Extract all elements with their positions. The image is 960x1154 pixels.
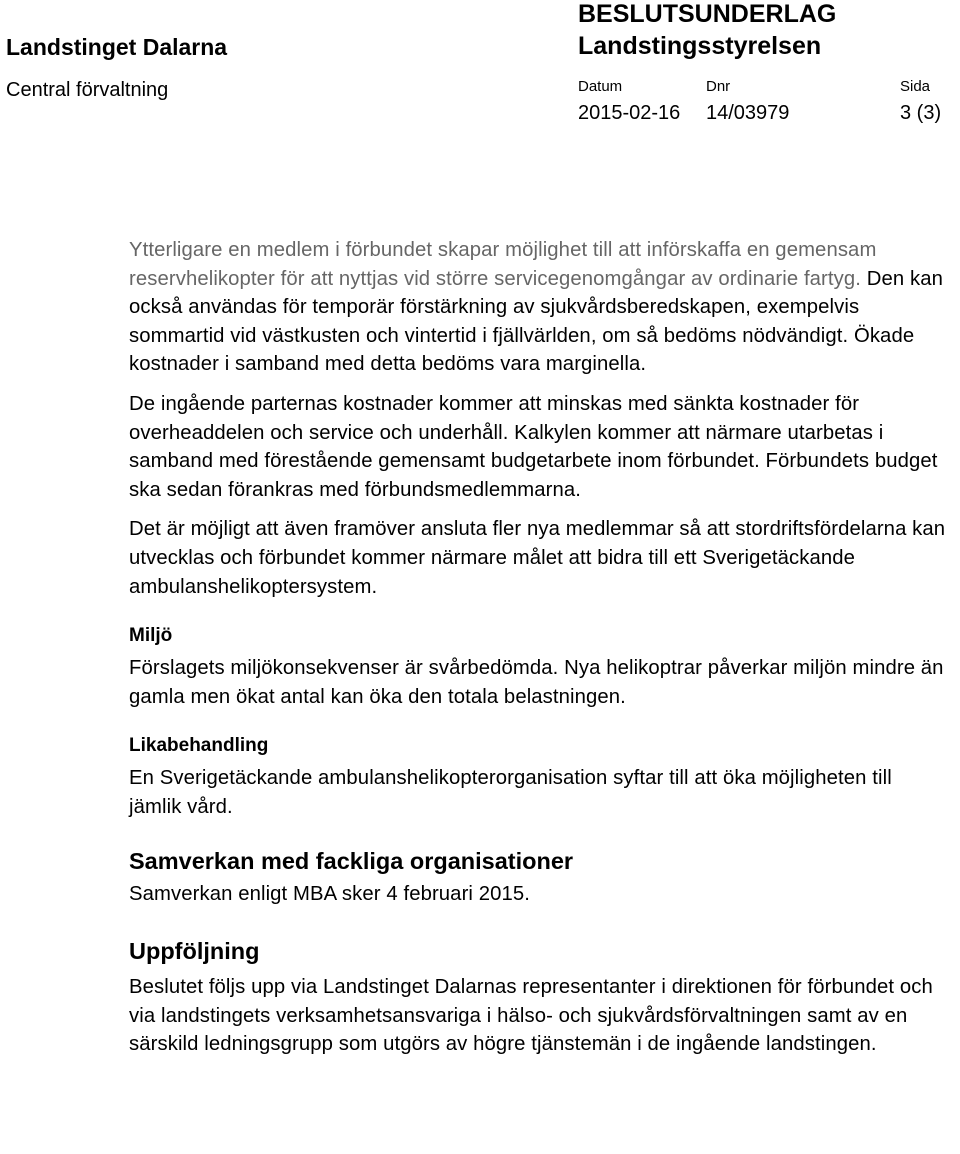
page-label: Sida [900,78,931,95]
heading-likabehandling: Likabehandling [129,735,269,757]
paragraph-reserve-helicopter-part1: Ytterligare en medlem i förbundet skapar möjlighet till att införskaffa en gemensam reservhelikopter för att nyttjas vid större servicegenomgångar av ordinarie fartyg. [129,239,877,290]
heading-samverkan: Samverkan med fackliga organisationer [129,847,574,874]
paragraph-costs: De ingående parternas kostnader kommer att minskas med sänkta kostnader för overheaddelen och service och underhåll. Kalkylen kommer att närmare utarbetas i samband med förestående gemensamt budgetarbete inom förbundet. Förbundets budget ska sedan förankras med förbundsmedlemmarna. [129,392,938,501]
paragraph-uppfoljning: Beslutet följs upp via Landstinget Dalarnas representanter i direktionen för förbundet och via landstingets verksamhetsansvariga i hälso- och sjukvårdsförvaltningen samt av en särskild ledningsgrupp som utgörs av högre tjänstemän i de ingående landstingen. [129,976,933,1056]
paragraph-miljo: Förslagets miljökonsekvenser är svårbedömda. Nya helikoptrar påverkar miljön mindre än gamla men ökat antal kan öka den totala belastningen. [129,657,944,708]
date-label: Datum [578,78,623,95]
heading-uppfoljning: Uppföljning [129,938,260,965]
organization-name: Landstinget Dalarna [6,34,228,60]
paragraph-samverkan: Samverkan enligt MBA sker 4 februari 2015. [129,882,531,905]
date-value: 2015-02-16 [578,102,681,124]
dnr-label: Dnr [706,78,731,95]
paragraph-new-members: Det är möjligt att även framöver ansluta fler nya medlemmar så att stordriftsfördelarna kan utvecklas och förbundet kommer närmare målet att bidra till ett Sverigetäckande ambulanshelikoptersystem. [129,518,946,598]
paragraph-reserve-helicopter-part2: Den kan också användas för temporär förstärkning av sjukvårdsberedskapen, exempelvis sommartid vid västkusten och vintertid i fjällvärlden, om så bedöms nödvändigt. Ökade kostnader i samband med detta bedöms vara marginella. [129,267,943,376]
heading-miljo: Miljö [129,625,173,647]
page-number: 3 (3) [900,102,942,124]
document-type: BESLUTSUNDERLAG [578,0,837,28]
dnr-value: 14/03979 [706,102,790,124]
department-name: Central förvaltning [6,79,169,101]
board-name: Landstingsstyrelsen [578,32,822,60]
paragraph-likabehandling: En Sverigetäckande ambulanshelikopterorganisation syftar till att öka möjligheten till jämlik vård. [129,767,892,818]
document-body [129,236,947,1059]
paragraph-reserve-helicopter [129,236,947,379]
